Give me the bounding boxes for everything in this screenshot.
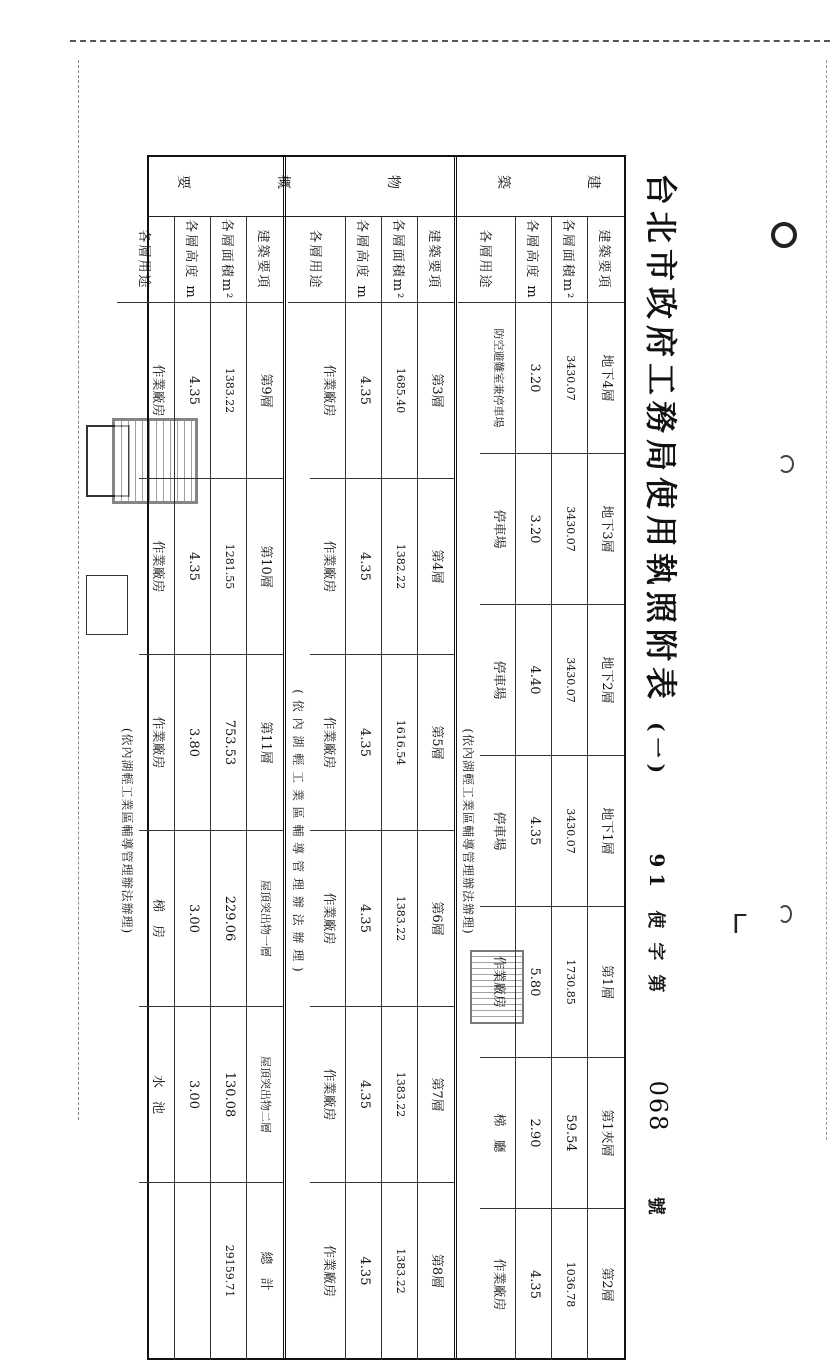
side-label-column xyxy=(149,157,624,217)
table-cell: 4.35 xyxy=(346,303,382,479)
table-cell: 4.35 xyxy=(175,479,211,655)
table-cell: 1383.22 xyxy=(382,1007,418,1183)
table-cell: 4.35 xyxy=(357,1256,372,1286)
table-cell: 第3層 xyxy=(418,303,454,479)
table-cell: 753.53 xyxy=(211,655,247,831)
row-header: 各層用途 xyxy=(117,217,175,303)
scan-border-left xyxy=(78,60,79,1120)
band2-band xyxy=(288,217,454,1360)
table-cell: 總 計 xyxy=(258,1251,273,1291)
scan-border-right xyxy=(826,60,827,1140)
band-separator xyxy=(454,157,457,1358)
table-cell: 作業廠房 xyxy=(310,655,346,831)
table-cell: 130.08 xyxy=(211,1007,247,1183)
row-header: 各層高度 m xyxy=(175,217,211,303)
table-cell: 防空避難室兼停車場 xyxy=(480,303,516,454)
title-text: 台北市政府工務局使用執照附表 xyxy=(642,173,680,706)
table-cell: 作業廠房 xyxy=(310,303,346,479)
license-attachment-sheet xyxy=(120,155,692,1360)
table-cell: 作業廠房 xyxy=(480,907,516,1058)
license-number: 068 xyxy=(644,1080,672,1133)
table-cell: 3.00 xyxy=(175,1007,211,1183)
table-cell: 地下2層 xyxy=(588,605,624,756)
table-cell: 1281.55 xyxy=(211,479,247,655)
table-cell: 1383.22 xyxy=(382,831,418,1007)
side-label: 建 xyxy=(585,175,601,189)
table-cell: 第2層 xyxy=(599,1267,614,1302)
table-cell: 屋頂突出物一層 xyxy=(247,831,283,1007)
table-cell: 4.35 xyxy=(346,655,382,831)
table-cell: 第6層 xyxy=(418,831,454,1007)
table-cell: 水 池 xyxy=(139,1007,175,1183)
table-cell: 3430.07 xyxy=(552,756,588,907)
table-cell: 4.35 xyxy=(346,1007,382,1183)
table-cell: 5.80 xyxy=(516,907,552,1058)
table-cell: 59.54 xyxy=(552,1058,588,1209)
table-cell: 3.00 xyxy=(175,831,211,1007)
band1-band xyxy=(458,217,624,1360)
table-cell: 作業廠房 xyxy=(310,831,346,1007)
table-cell: 第10層 xyxy=(247,479,283,655)
side-label: 物 xyxy=(385,175,401,189)
table-cell: 29159.71 xyxy=(223,1244,236,1298)
table-cell: 第9層 xyxy=(247,303,283,479)
side-label: 要 xyxy=(175,175,191,189)
table-cell: 4.35 xyxy=(346,479,382,655)
table-cell: 作業廠房 xyxy=(139,655,175,831)
table-cell xyxy=(139,1183,175,1359)
table-cell: 作業廠房 xyxy=(321,1244,336,1297)
title-band xyxy=(626,155,692,1360)
row-header: 各層面積m² xyxy=(382,217,418,303)
table-cell: 作業廠房 xyxy=(139,479,175,655)
table-cell: 1383.22 xyxy=(394,1248,407,1294)
row-header: 各層面積m² xyxy=(211,217,247,303)
building-summary-table xyxy=(120,155,626,1360)
table-cell: 1036.78 xyxy=(564,1261,577,1308)
row-header: 建築要項 xyxy=(247,217,283,303)
table-cell: 4.35 xyxy=(516,756,552,907)
table-cell: 4.40 xyxy=(516,605,552,756)
table-cell: 梯 房 xyxy=(139,831,175,1007)
table-cell: 第7層 xyxy=(418,1007,454,1183)
band-note: (依內湖輕工業區輔導管理辦法辦理) xyxy=(461,728,476,935)
table-cell: 4.35 xyxy=(527,1270,542,1299)
table-cell: 停車場 xyxy=(480,605,516,756)
table-cell: 3.20 xyxy=(516,303,552,454)
table-cell: 1383.22 xyxy=(211,303,247,479)
side-label: 概 xyxy=(275,175,291,189)
margin-mark: ᒥ xyxy=(732,910,747,940)
table-cell: 3.20 xyxy=(516,454,552,605)
document-title xyxy=(640,173,686,1221)
table-cell: 1616.54 xyxy=(382,655,418,831)
license-label: 使字第 xyxy=(645,910,666,1007)
table-cell: 4.35 xyxy=(346,831,382,1007)
side-label: 築 xyxy=(495,175,511,189)
row-header: 建築要項 xyxy=(588,217,624,303)
table-cell: 地下1層 xyxy=(588,756,624,907)
band-note: (依內湖輕工業區輔導管理辦法辦理) xyxy=(120,727,135,935)
scan-border-top xyxy=(70,40,830,42)
table-cell: 屋頂突出物二層 xyxy=(247,1007,283,1183)
table-cell: 作業廠房 xyxy=(310,1007,346,1183)
table-cell: 第1層 xyxy=(588,907,624,1058)
table-cell: 2.90 xyxy=(516,1058,552,1209)
row-header: 各層高度 m xyxy=(516,217,552,303)
table-cell: 停車場 xyxy=(480,756,516,907)
table-cell: 1685.40 xyxy=(382,303,418,479)
row-header: 各層用途 xyxy=(288,217,346,303)
table-cell: 第11層 xyxy=(247,655,283,831)
row-header: 建築要項 xyxy=(418,217,454,303)
table-cell: 地下3層 xyxy=(588,454,624,605)
title-part: (一) xyxy=(645,722,669,780)
license-suffix: 號 xyxy=(645,1196,666,1221)
band3-band xyxy=(117,217,283,1360)
table-cell: 3430.07 xyxy=(552,454,588,605)
table-cell: 3430.07 xyxy=(552,303,588,454)
punch-hole-icon xyxy=(771,222,797,248)
table-cell: 1730.85 xyxy=(552,907,588,1058)
table-cell: 3430.07 xyxy=(552,605,588,756)
table-cell: 4.35 xyxy=(175,303,211,479)
row-header: 各層用途 xyxy=(458,217,516,303)
table-cell: 3.80 xyxy=(175,655,211,831)
table-cell: 作業廠房 xyxy=(139,303,175,479)
license-year: 91 xyxy=(645,853,669,894)
table-cell: 作業廠房 xyxy=(491,1258,506,1311)
table-cell: 第5層 xyxy=(418,655,454,831)
band-separator xyxy=(283,157,286,1358)
table-cell: 第4層 xyxy=(418,479,454,655)
row-header: 各層面積m² xyxy=(552,217,588,303)
table-cell: 地下4層 xyxy=(588,303,624,454)
table-cell: 作業廠房 xyxy=(310,479,346,655)
table-cell xyxy=(175,1183,211,1359)
punch-hole-icon xyxy=(778,905,792,923)
table-cell: 229.06 xyxy=(211,831,247,1007)
table-cell: 1382.22 xyxy=(382,479,418,655)
row-header: 各層高度 m xyxy=(346,217,382,303)
table-cell: 停車場 xyxy=(480,454,516,605)
table-cell: 第8層 xyxy=(429,1253,444,1289)
punch-hole-icon xyxy=(778,455,794,473)
band-note: ( 依 內 湖 輕 工 業 區 輔 導 管 理 辦 法 辦 理 ) xyxy=(291,689,306,973)
table-cell: 梯 廳 xyxy=(480,1058,516,1209)
table-cell: 第1夾層 xyxy=(588,1058,624,1209)
